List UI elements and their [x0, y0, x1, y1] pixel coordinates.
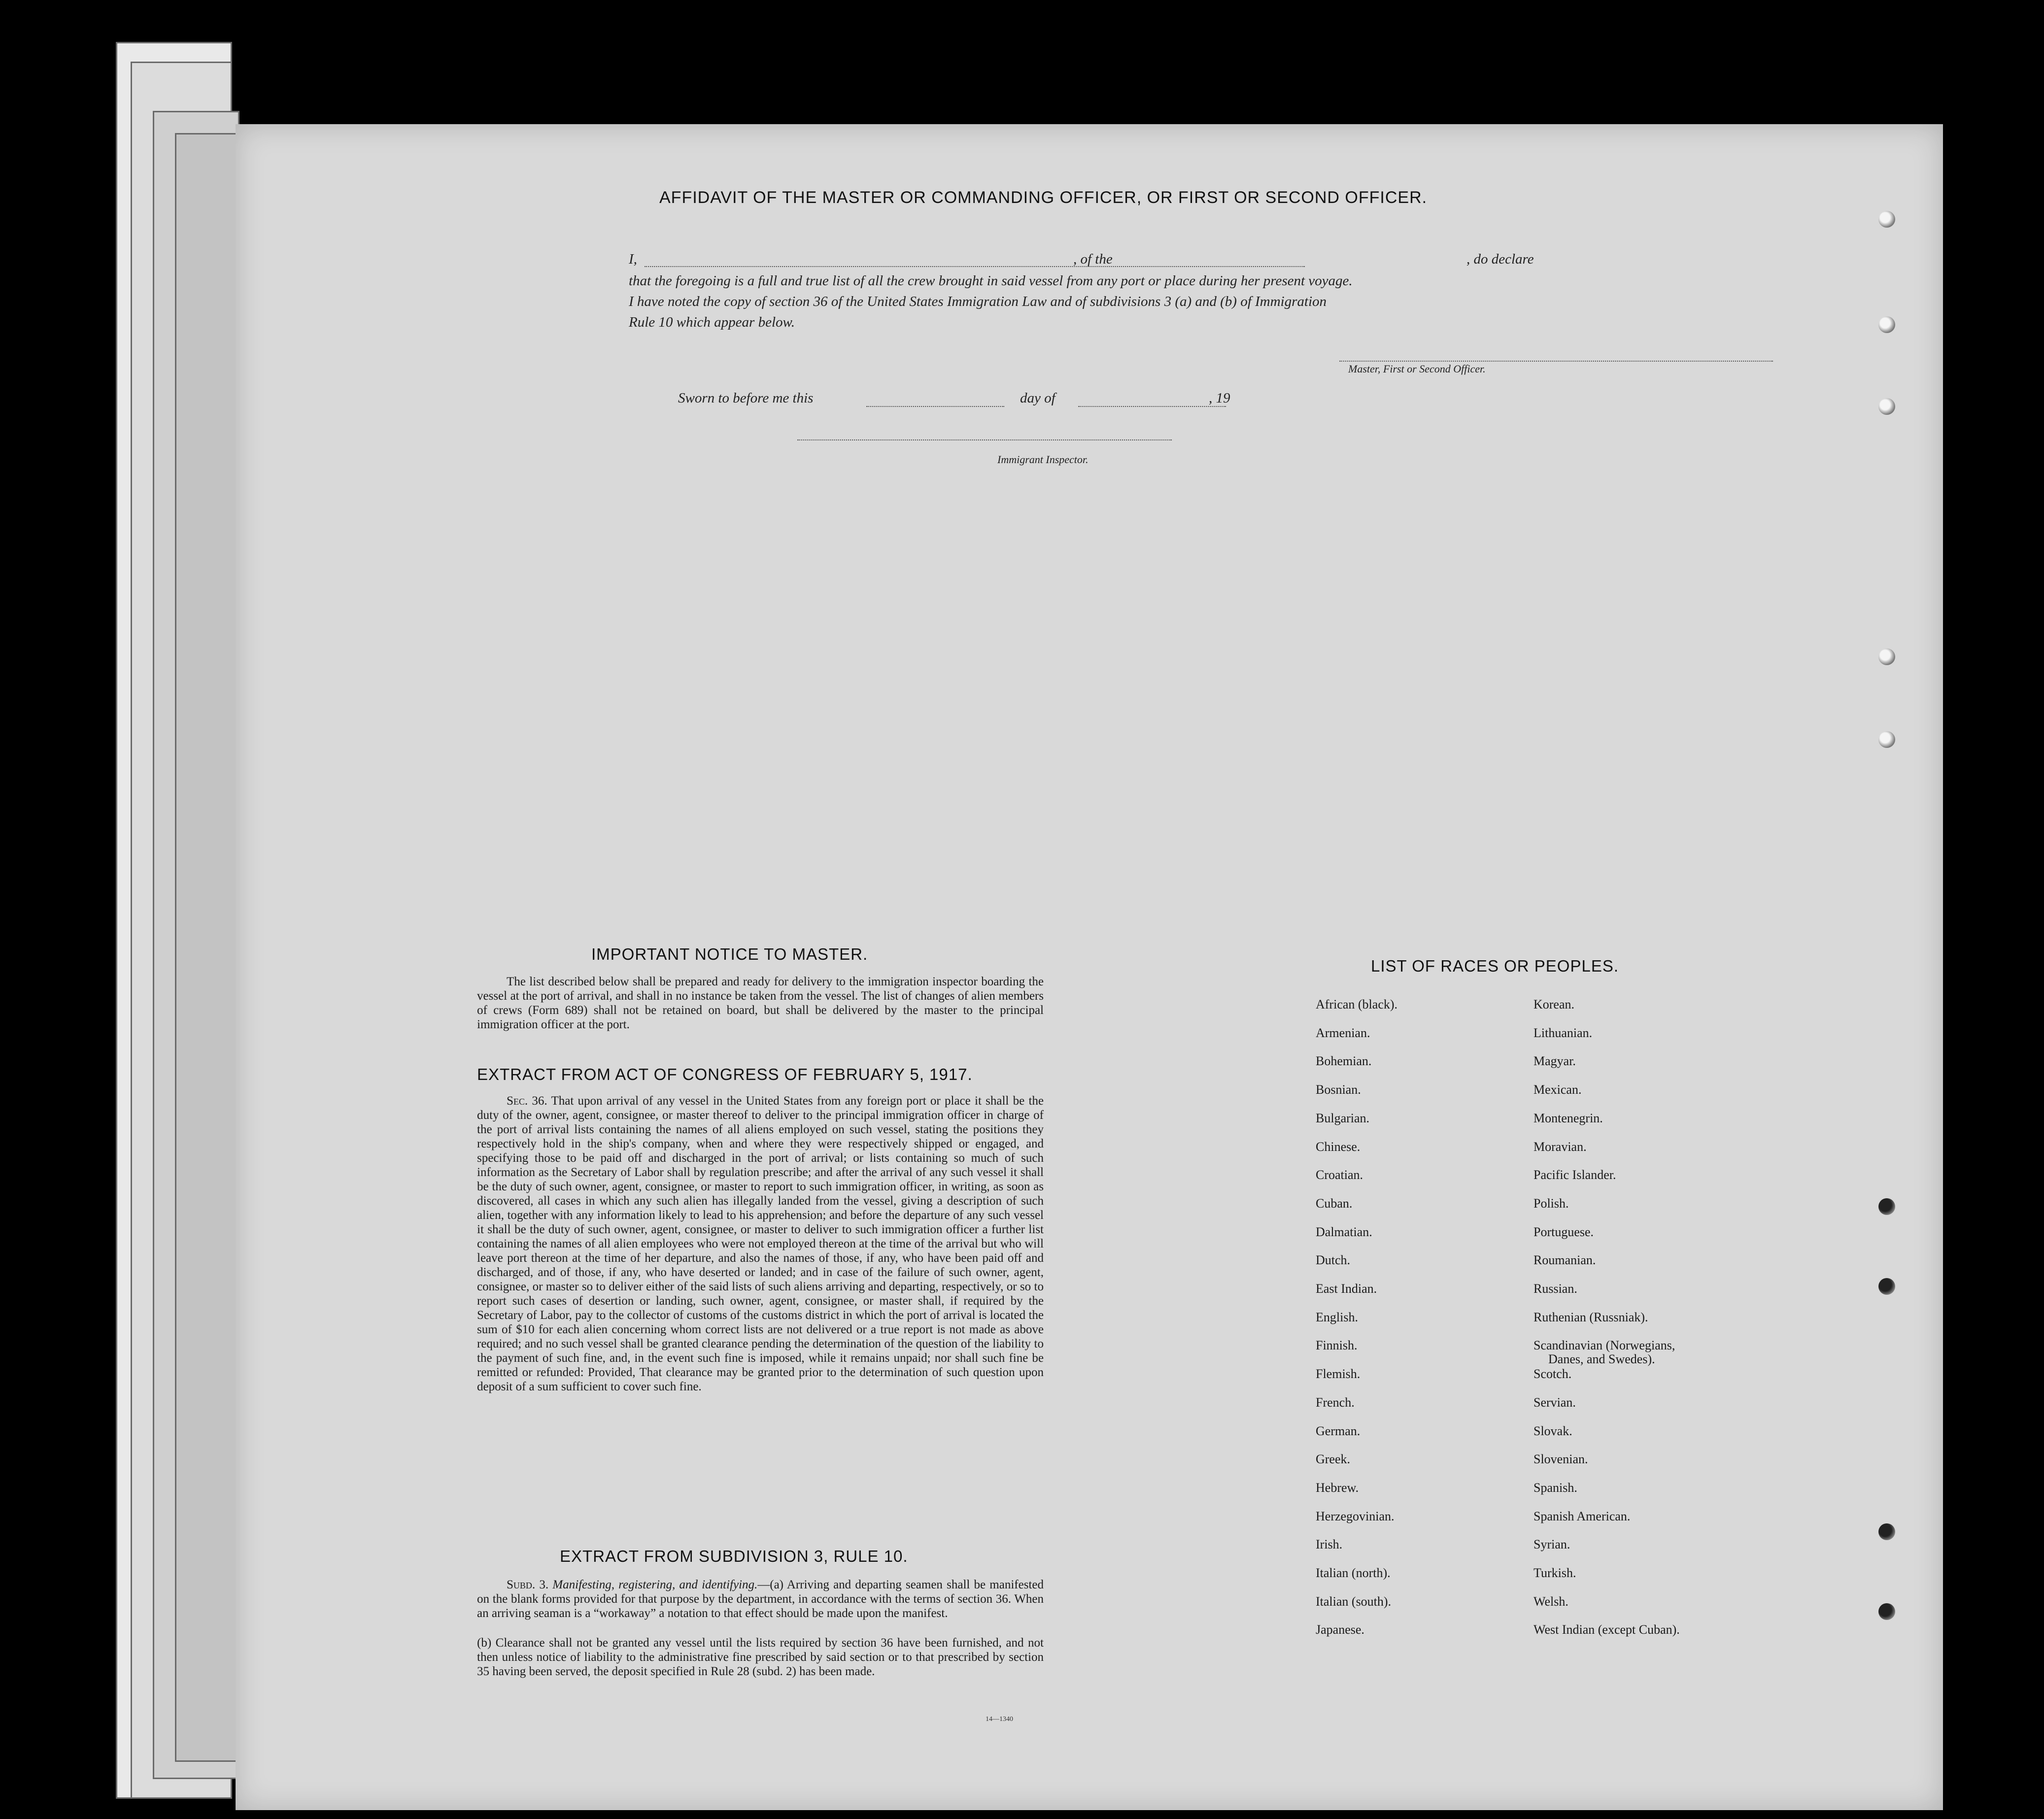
punch-hole: [1878, 316, 1895, 333]
race-item: Armenian.: [1316, 1026, 1370, 1040]
race-item: Italian (south).: [1316, 1594, 1392, 1609]
race-item: Servian.: [1533, 1395, 1576, 1410]
race-item-continuation: Danes, and Swedes).: [1548, 1352, 1655, 1366]
punch-hole: [1878, 398, 1895, 415]
day-blank: [1078, 406, 1226, 407]
race-item: East Indian.: [1316, 1281, 1377, 1296]
race-item: Flemish.: [1316, 1367, 1361, 1381]
race-item: Roumanian.: [1533, 1253, 1596, 1267]
punch-hole: [1878, 648, 1895, 665]
races-list: [1316, 997, 1759, 1776]
race-item: Russian.: [1533, 1281, 1577, 1296]
notice-title: IMPORTANT NOTICE TO MASTER.: [591, 945, 868, 963]
rule-body-b: (b) Clearance shall not be granted any vessel until the lists required by section 36 have been furnished, and not then unless notice of liability to the administrative fine prescribed by said section or to that prescribed by section 35 having been served, the deposit specified in Rule 28 (subd. 2) has been made.: [477, 1636, 1044, 1678]
inspector-label: Immigrant Inspector.: [997, 453, 1089, 466]
race-item: West Indian (except Cuban).: [1533, 1622, 1680, 1637]
race-item: Finnish.: [1316, 1338, 1358, 1352]
master-signature-label: Master, First or Second Officer.: [1348, 363, 1486, 375]
race-item: German.: [1316, 1424, 1361, 1438]
race-item: Ruthenian (Russniak).: [1533, 1310, 1648, 1324]
race-item: Magyar.: [1533, 1054, 1576, 1068]
race-item: Polish.: [1533, 1196, 1569, 1211]
race-item: Croatian.: [1316, 1168, 1363, 1182]
punch-hole: [1878, 1523, 1895, 1540]
race-item: Greek.: [1316, 1452, 1351, 1466]
punch-hole: [1878, 731, 1895, 748]
race-item: Dutch.: [1316, 1253, 1351, 1267]
race-item: African (black).: [1316, 997, 1398, 1011]
race-item: Moravian.: [1533, 1140, 1587, 1154]
affidavit-blank: [645, 266, 1305, 267]
extract-act-title: EXTRACT FROM ACT OF CONGRESS OF FEBRUARY 5, 1917.: [477, 1065, 973, 1083]
punch-hole: [1878, 1603, 1895, 1620]
race-item: Mexican.: [1533, 1082, 1582, 1097]
race-item: Japanese.: [1316, 1622, 1364, 1637]
punch-hole: [1878, 1278, 1895, 1295]
race-item: Herzegovinian.: [1316, 1509, 1395, 1523]
race-item: English.: [1316, 1310, 1358, 1324]
race-item: Chinese.: [1316, 1140, 1361, 1154]
race-item: Bosnian.: [1316, 1082, 1361, 1097]
form-number: 14—1340: [986, 1716, 1013, 1723]
race-item: Scotch.: [1533, 1367, 1572, 1381]
race-item: Dalmatian.: [1316, 1225, 1372, 1239]
subd-label: Subd. 3.: [507, 1578, 549, 1591]
race-item: Slovak.: [1533, 1424, 1572, 1438]
sec-label: Sec. 36.: [507, 1094, 547, 1108]
document-page: [236, 124, 1943, 1810]
race-item: Spanish American.: [1533, 1509, 1631, 1523]
race-item: Irish.: [1316, 1537, 1343, 1551]
page-stack: [106, 22, 249, 1806]
race-item: Bulgarian.: [1316, 1111, 1370, 1125]
race-item: Slovenian.: [1533, 1452, 1588, 1466]
affidavit-line2: that the foregoing is a full and true list of all the crew brought in said vessel from any port or place during her present voyage.: [629, 273, 1353, 289]
notice-body: The list described below shall be prepared and ready for delivery to the immigration inspector boarding the vessel at the port of arrival, and shall in no instance be taken from the vessel. The list of changes of alien members of crews (Form 689) shall not be retained on board, but shall be delivered by the master to the principal immigration officer at the port.: [477, 975, 1044, 1031]
race-item: Lithuanian.: [1533, 1026, 1593, 1040]
stacked-sheet: [175, 133, 242, 1762]
race-item: Portuguese.: [1533, 1225, 1594, 1239]
rule-body-a: [477, 1578, 1044, 1620]
subd-text-a: —(a) Arriving and departing seamen shall be manifested on the blank forms provided for that purpose by the department, in accordance with the terms of section 36. When an arriving seaman is a “workaway” a notation to that effect should be made upon the manifest.: [477, 1578, 1044, 1620]
extract-rule-title: EXTRACT FROM SUBDIVISION 3, RULE 10.: [560, 1547, 908, 1565]
sec-text: That upon arrival of any vessel in the United States from any foreign port or place it shall be the duty of the owner, agent, consignee, or master thereof to deliver to the principal immigration officer in charge of the port of arrival lists containing the names of all aliens employed on such vessel, stating the positions they respectively hold in the ship's company, when and where they were respectively shipped or engaged, and specifying those to be paid off and discharged in the port of arrival; or lists containing so much of such information as the Secretary of Labor shall by regulation prescribe; and after the arrival of any such vessel it shall be the duty of such owner, agent, consignee, or master to report to such immigration officer, in writing, as soon as discovered, all cases in which any such alien has illegally landed from the vessel, giving a description of such alien, together with any information likely to lead to his apprehension; and before the departure of any such vessel it shall be the duty of such owner, agent, consignee, or master to deliver to such immigration officer a further list containing the names of all alien employees who were not employed thereon at the time of the arrival but who will leave port thereon at the time of her departure, and also the names of those, if any, who have been paid off and discharged, and of those, if any, who have deserted or landed; and in case of the failure of such owner, agent, consignee, or master so to deliver either of the said lists of such aliens arriving and departing, respectively, or so to report such cases of desertion or landing, such owner, agent, consignee, or master shall, if required by the Secretary of Labor, pay to the collector of customs of the customs district in which the port of arrival is located the sum of $10 for each alien concerning whom correct lists are not delivered or a true report is not made as above required; and no such vessel shall be granted clearance pending the determination of the question of the liability to the payment of such fine, and, in the event such fine is imposed, while it remains unpaid; nor shall such fine be remitted or refunded: Provided, That clearance may be granted prior to the determination of such question upon deposit of a sum sufficient to cover such fine.: [477, 1094, 1044, 1393]
affidavit-title: AFFIDAVIT OF THE MASTER OR COMMANDING OFFICER, OR FIRST OR SECOND OFFICER.: [659, 188, 1428, 207]
inspector-line: [797, 439, 1172, 440]
race-item: Turkish.: [1533, 1566, 1576, 1580]
punch-hole: [1878, 211, 1895, 228]
affidavit-line3: I have noted the copy of section 36 of the United States Immigration Law and of subdivisions 3 (a) and (b) of Immigration: [629, 294, 1327, 309]
sworn-text: Sworn to before me this: [678, 390, 814, 406]
affidavit-line1-end: , do declare: [1466, 251, 1534, 267]
year-text: , 19: [1209, 390, 1230, 406]
affidavit-line4: Rule 10 which appear below.: [629, 314, 795, 330]
affidavit-line1-mid: , of the: [1073, 251, 1113, 267]
day-of-text: day of: [1020, 390, 1056, 406]
race-item: Bohemian.: [1316, 1054, 1372, 1068]
race-item: Korean.: [1533, 997, 1575, 1011]
race-item: Hebrew.: [1316, 1481, 1359, 1495]
affidavit-line1-start: I,: [629, 251, 637, 267]
subd-italic: Manifesting, registering, and identifying.: [552, 1578, 758, 1591]
sworn-blank: [866, 406, 1004, 407]
race-item: Welsh.: [1533, 1594, 1568, 1609]
punch-hole: [1878, 1198, 1895, 1215]
race-item: Scandinavian (Norwegians,: [1533, 1338, 1675, 1352]
races-title: LIST OF RACES OR PEOPLES.: [1371, 957, 1619, 975]
race-item: Italian (north).: [1316, 1566, 1391, 1580]
extract-act-body: [477, 1094, 1044, 1394]
race-item: Montenegrin.: [1533, 1111, 1603, 1125]
race-item: Spanish.: [1533, 1481, 1577, 1495]
race-item: Cuban.: [1316, 1196, 1353, 1211]
race-item: Pacific Islander.: [1533, 1168, 1616, 1182]
race-item: French.: [1316, 1395, 1355, 1410]
signature-line: [1339, 361, 1773, 362]
race-item: Syrian.: [1533, 1537, 1570, 1551]
